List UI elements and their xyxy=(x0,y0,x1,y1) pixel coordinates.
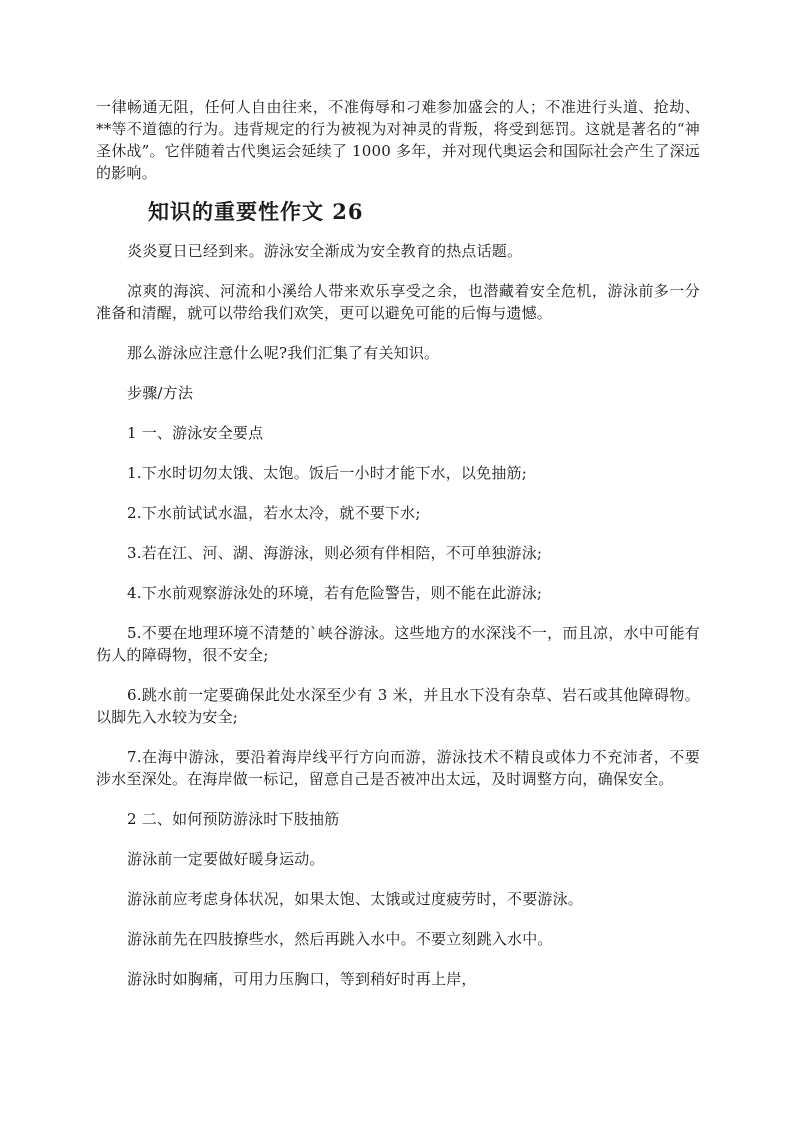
list-item-5: 5.不要在地理环境不清楚的`峡谷游泳。这些地方的水深浅不一，而且凉，水中可能有伤人的障碍物，很不安全; xyxy=(96,624,700,664)
paragraph-warmup: 游泳前一定要做好暖身运动。 xyxy=(127,850,325,868)
section-heading-safety-points: 1 一、游泳安全要点 xyxy=(127,424,264,442)
paragraph-question: 那么游泳应注意什么呢?我们汇集了有关知识。 xyxy=(127,344,440,362)
paragraph-body-condition: 游泳前应考虑身体状况，如果太饱、太饿或过度疲劳时，不要游泳。 xyxy=(127,890,584,908)
list-item-6: 6.跳水前一定要确保此处水深至少有 3 米，并且水下没有杂草、岩石或其他障碍物。以脚先入水较为安全; xyxy=(96,686,700,726)
list-item-2: 2.下水前试试水温，若水太冷，就不要下水; xyxy=(127,504,421,522)
list-item-4: 4.下水前观察游泳处的环境，若有危险警告，则不能在此游泳; xyxy=(127,584,543,602)
intro-paragraph: 一律畅通无阻，任何人自由往来，不准侮辱和刁难参加盛会的人；不准进行头道、抢劫、**等不道德的行为。违背规定的行为被视为对神灵的背叛，将受到惩罚。这就是著名的“神圣休战”。它伴随着古代奥运会延续了 1000 多年，并对现代奥运会和国际社会产生了深远的影响。 xyxy=(96,98,700,182)
paragraph-splash-limbs: 游泳前先在四肢撩些水，然后再跳入水中。不要立刻跳入水中。 xyxy=(127,930,553,948)
list-item-3: 3.若在江、河、湖、海游泳，则必须有伴相陪，不可单独游泳; xyxy=(127,544,543,562)
section-heading-cramp-prevention: 2 二、如何预防游泳时下肢抽筋 xyxy=(127,810,340,828)
list-item-1: 1.下水时切勿太饿、太饱。饭后一小时才能下水，以免抽筋; xyxy=(127,464,527,482)
paragraph-chest-pain: 游泳时如胸痛，可用力压胸口，等到稍好时再上岸， xyxy=(127,970,477,988)
paragraph-summer-intro: 炎炎夏日已经到来。游泳安全渐成为安全教育的热点话题。 xyxy=(127,242,523,260)
article-title: 知识的重要性作文 26 xyxy=(148,199,364,224)
list-item-7: 7.在海中游泳，要沿着海岸线平行方向而游，游泳技术不精良或体力不充沛者，不要涉水至深处。在海岸做一标记，留意自己是否被冲出太远，及时调整方向，确保安全。 xyxy=(96,748,700,788)
section-label-steps: 步骤/方法 xyxy=(127,384,194,402)
document-page xyxy=(96,96,700,1008)
paragraph-beach-danger: 凉爽的海滨、河流和小溪给人带来欢乐享受之余，也潜藏着安全危机，游泳前多一分准备和清醒，就可以带给我们欢笑，更可以避免可能的后悔与遗憾。 xyxy=(96,282,700,322)
